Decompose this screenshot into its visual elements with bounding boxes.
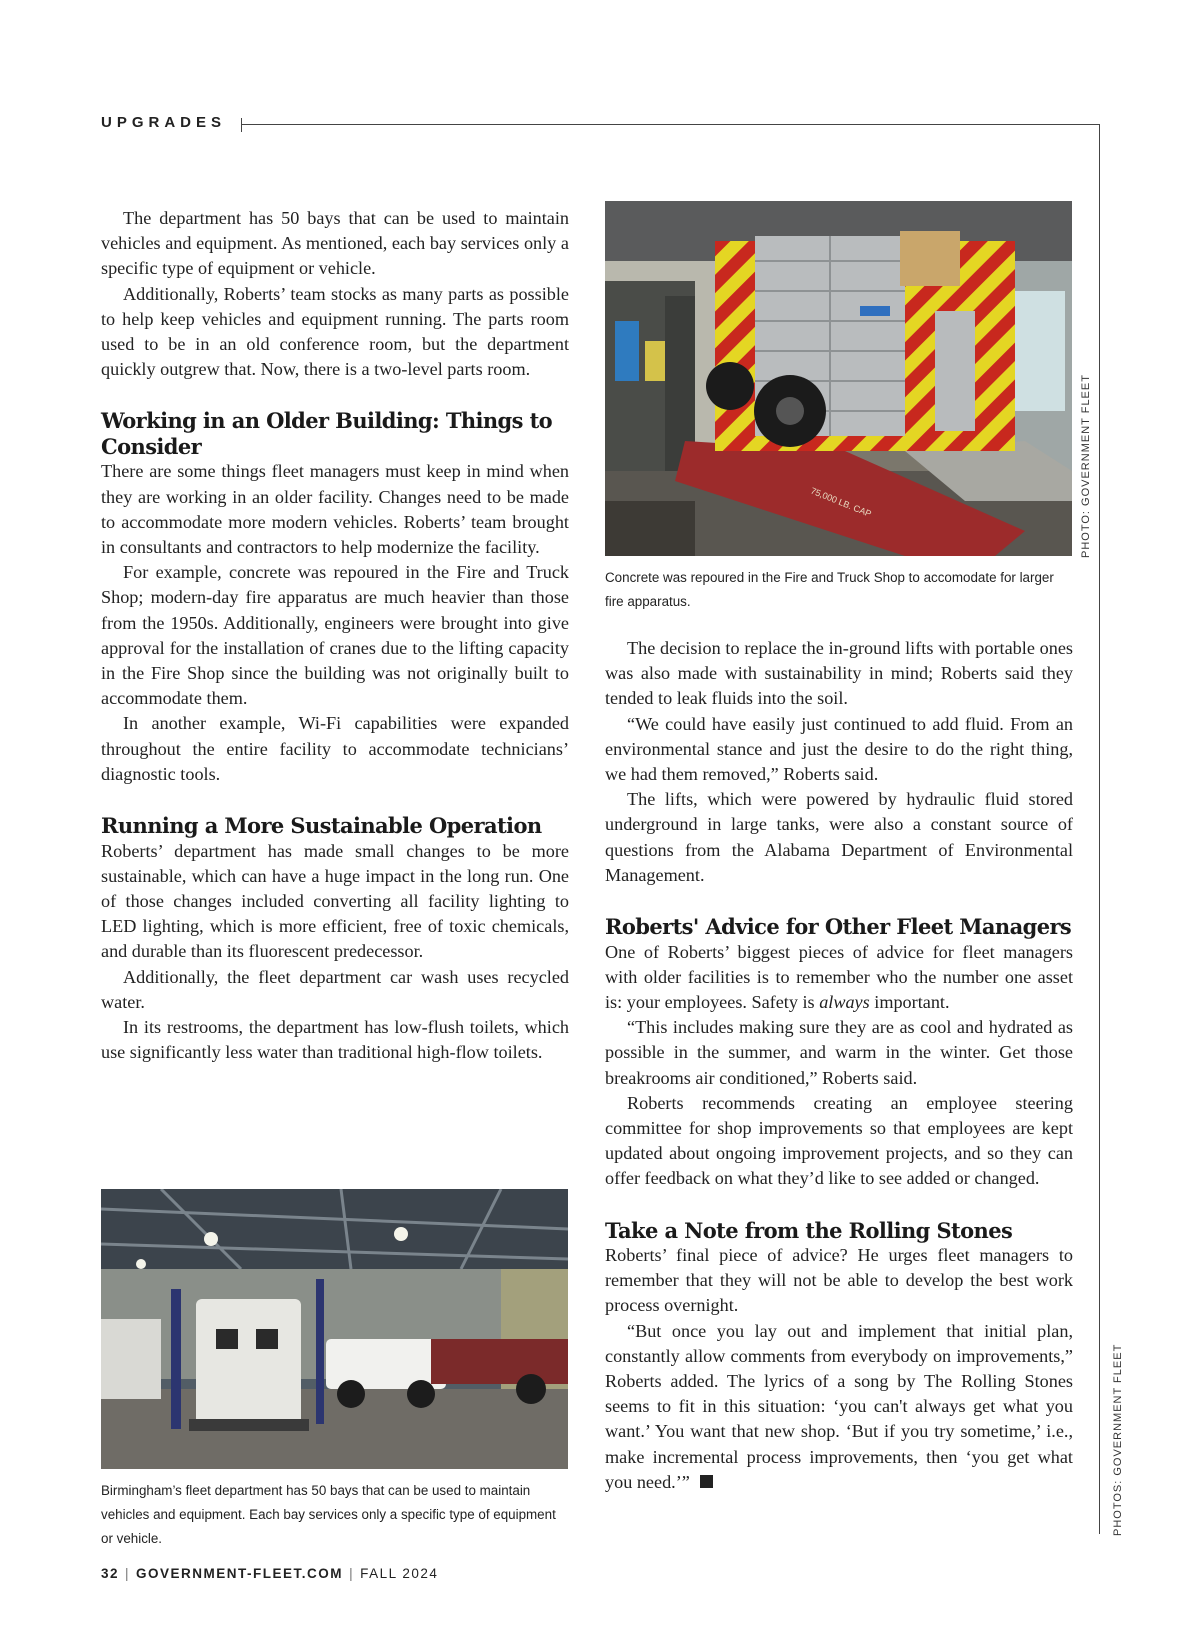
paragraph: Additionally, the fleet department car wash uses recycled water. (101, 966, 569, 1012)
site-name: GOVERNMENT-FLEET.COM (136, 1566, 344, 1581)
photo-credit: PHOTO: GOVERNMENT FLEET (1080, 374, 1092, 558)
subheading-advice: Roberts' Advice for Other Fleet Managers (605, 914, 1072, 940)
paragraph: In another example, Wi-Fi capabilities were expanded throughout the entire facility to accommodate technicians’ diagnostic tools. (101, 713, 569, 784)
subheading-older-building: Working in an Older Building: Things to Consider (101, 408, 553, 459)
footer-divider: | (349, 1566, 355, 1581)
fire-truck-photo (605, 201, 1072, 556)
fire-photo-caption: Concrete was repoured in the Fire and Truck Shop to accomodate for larger fire apparatus. (605, 570, 1054, 609)
subheading-sustainable: Running a More Sustainable Operation (101, 813, 542, 839)
page-footer (101, 1566, 438, 1581)
fleet-garage-illustration (101, 1189, 568, 1469)
advice-text: One of Roberts’ biggest pieces of advice for fleet managers with older facilities is to remember who the number one asset is: your employees. Safety is (605, 941, 1073, 1012)
lift-capacity-label: 75,000 LB. CAP (809, 485, 873, 520)
header-rule (241, 124, 1100, 125)
fleet-garage-photo (101, 1189, 568, 1469)
advice-text: important. (869, 991, 950, 1012)
photo-credit: PHOTOS: GOVERNMENT FLEET (1112, 1343, 1124, 1536)
paragraph: Roberts’ department has made small changes to be more sustainable, which can have a huge impact in the long run. One of those changes included converting all facility lighting to LED lighting, which is more efficient, free of toxic chemicals, and durable than its fluorescent predecessor. (101, 840, 569, 962)
end-mark-icon (700, 1475, 713, 1488)
paragraph: Roberts’ final piece of advice? He urges fleet managers to remember that they will not be able to develop the best work process overnight. (605, 1245, 1073, 1316)
subheading-rolling-stones: Take a Note from the Rolling Stones (605, 1217, 1013, 1243)
issue-date: FALL 2024 (360, 1566, 439, 1581)
header-rule-tick (241, 118, 242, 132)
paragraph: The department has 50 bays that can be used to maintain vehicles and equipment. As mentioned, each bay services only a specific type of equipment or vehicle. (101, 208, 569, 279)
fire-truck-illustration (605, 201, 1072, 556)
margin-rule (1099, 124, 1100, 1534)
section-label: UPGRADES (101, 114, 227, 131)
page-number: 32 (101, 1566, 120, 1581)
paragraph: For example, concrete was repoured in the Fire and Truck Shop; modern-day fire apparatus are much heavier than those from the 1950s. Additionally, engineers were brought into give approval for the installation of cranes due to the lifting capacity in the Fire Shop since the building was not originally built to accommodate them. (101, 562, 569, 709)
paragraph: “This includes making sure they are as cool and hydrated as possible in the summer, and warm in the winter. Get those breakrooms air conditioned,” Roberts said. (605, 1017, 1073, 1088)
advice-emphasis: always (819, 991, 870, 1012)
paragraph: Roberts recommends creating an employee steering committee for shop improvements so that employees are kept updated about ongoing improvement projects, and so they can offer feedback on what they’d like to see added or changed. (605, 1092, 1073, 1189)
left-column (101, 206, 569, 1065)
right-column (605, 636, 1073, 1495)
paragraph: “We could have easily just continued to add fluid. From an environmental stance and just the desire to do the right thing, we had them removed,” Roberts said. (605, 713, 1073, 785)
closing-text: “But once you lay out and implement that initial plan, constantly allow comments from everybody on improvements,” Roberts added. The lyrics of a song by The Rolling Stones seems to fit in this situation: ‘you can't always get what you want.’ You want that new shop. ‘But if you try sometime,’ i.e., make incremental process improvements, then ‘you get what you need.’” (605, 1320, 1073, 1492)
footer-divider: | (125, 1566, 131, 1581)
paragraph (605, 1319, 1073, 1495)
paragraph: There are some things fleet managers must keep in mind when they are working in an older facility. Changes need to be made to accommodate more modern vehicles. Roberts’ team brought in consultants and contractors to help modernize the facility. (101, 461, 569, 558)
fleet-photo-caption: Birmingham’s fleet department has 50 bays that can be used to maintain vehicles and equipment. Each bay services only a specific type of equipment or vehicle. (101, 1483, 556, 1546)
paragraph: The decision to replace the in-ground lifts with portable ones was also made with sustainability in mind; Roberts said they tended to leak fluids into the soil. (605, 638, 1073, 709)
paragraph: Additionally, Roberts’ team stocks as many parts as possible to help keep vehicles and equipment running. The parts room used to be in an old conference room, but the department quickly outgrew that. Now, there is a two-level parts room. (101, 283, 569, 380)
paragraph (605, 940, 1073, 1016)
paragraph: The lifts, which were powered by hydraulic fluid stored underground in large tanks, were also a constant source of questions from the Alabama Department of Environmental Management. (605, 789, 1073, 885)
paragraph: In its restrooms, the department has low-flush toilets, which use significantly less water than traditional high-flow toilets. (101, 1016, 569, 1063)
